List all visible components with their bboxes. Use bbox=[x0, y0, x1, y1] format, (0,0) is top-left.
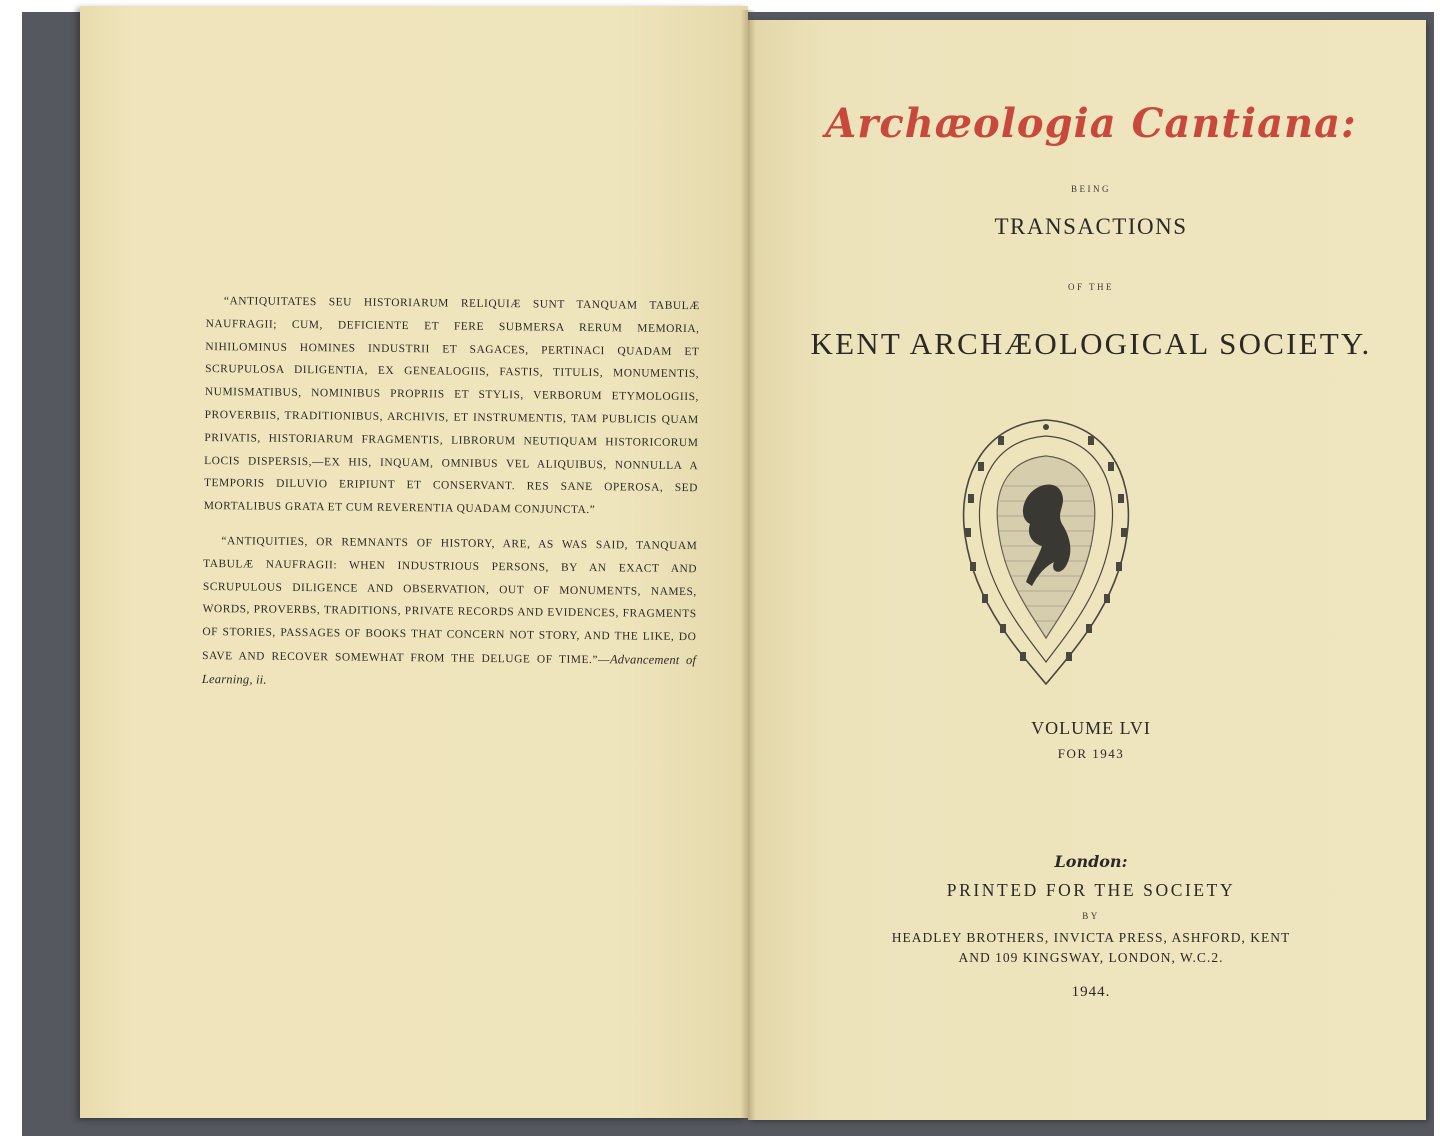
latin-quote: “ANTIQUITATES SEU HISTORIARUM RELIQUIÆ SUNT TANQUAM TABULÆ NAUFRAGII; CUM, DEFICIENTE ET FERE SUBMERSA RERUM MEMORIA, NIHILOMINUS HOMINES INDUSTRII ET SAGACES, PERTINACI QUADAM ET SCRUPULOSA DILIGENTIA, EX GENEALOGIIS, FASTIS, TITULIS, MONUMENTIS, NUMISMATIBUS, NOMINIBUS PROPRIIS ET STYLIS, VERBORUM ETYMOLOGIIS, PROVERBIIS, TRADITIONIBUS, ARCHIVIS, ET INSTRUMENTIS, TAM PUBLICIS QUAM PRIVATIS, HISTORIARUM FRAGMENTIS, LIBRORUM NEUTIQUAM HISTORICORUM LOCIS DISPERSIS,—EX HIS, INQUAM, OMNIBUS VEL ALIQUIBUS, NONNULLA A TEMPORIS DILUVIO ERIPIUNT ET CONSERVANT. RES SANE OPEROSA, SED MORTALIBUS GRATA ET CUM REVERENTIA QUADAM CONJUNCTA.” bbox=[203, 295, 700, 517]
transactions-heading: TRANSACTIONS bbox=[994, 214, 1188, 239]
publisher-line-2: AND 109 KINGSWAY, LONDON, W.C.2. bbox=[958, 950, 1224, 965]
being-label: BEING bbox=[1071, 184, 1111, 194]
publisher-line-1: HEADLEY BROTHERS, INVICTA PRESS, ASHFORD, KENT bbox=[891, 930, 1291, 945]
volume-number: VOLUME LVI bbox=[1031, 718, 1151, 738]
citation-separator: — bbox=[597, 654, 611, 667]
by-label: BY bbox=[1082, 911, 1100, 921]
society-name: KENT ARCHÆOLOGICAL SOCIETY. bbox=[810, 326, 1372, 361]
epigraph bbox=[202, 290, 700, 709]
english-quote: “ANTIQUITIES, OR REMNANTS OF HISTORY, ARE, AS WAS SAID, TANQUAM TABULÆ NAUFRAGII: WHEN INDUSTRIOUS PERSONS, BY AN EXACT AND SCRUPULOUS DILIGENCE AND OBSERVATION, OUT OF MONUMENTS, NAMES, WORDS, PROVERBS, TRADITIONS, PRIVATE RECORDS AND EVIDENCES, FRAGMENTS OF STORIES, PASSAGES OF BOOKS THAT CONCERN NOT STORY, AND THE LIKE, DO SAVE AND RECOVER SOMEWHAT FROM THE DELUGE OF TIME.” bbox=[202, 535, 698, 667]
book-gutter bbox=[740, 10, 756, 1120]
imprint-city: London: bbox=[1054, 852, 1128, 871]
citation: Advancement of Learning, ii. bbox=[201, 652, 697, 687]
publication-year: 1944. bbox=[1071, 984, 1111, 1000]
shield-seal-horse-icon bbox=[958, 416, 1134, 688]
english-quote-block bbox=[202, 530, 698, 697]
book-title: Archæologia Cantiana: bbox=[825, 100, 1357, 147]
printed-for: PRINTED FOR THE SOCIETY bbox=[946, 880, 1236, 900]
of-the-label: OF THE bbox=[1067, 282, 1115, 292]
volume-year: FOR 1943 bbox=[1057, 746, 1125, 761]
